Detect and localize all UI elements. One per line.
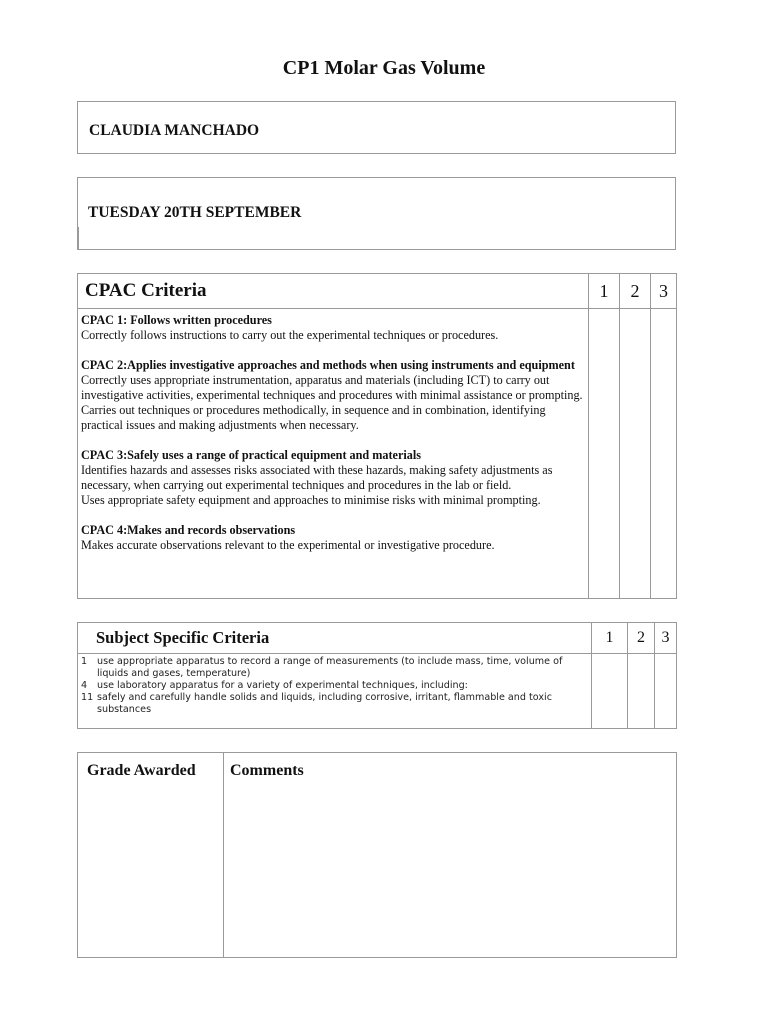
cpac-criteria-list: [78, 309, 589, 599]
criterion-title: CPAC 3:Safely uses a range of practical equipment and materials: [81, 448, 421, 462]
subject-criterion: [81, 680, 588, 692]
subject-header-row: [78, 623, 677, 654]
grade-comments-table: [77, 752, 677, 958]
subject-col-1: 1: [592, 623, 628, 654]
subject-criteria-table: [77, 622, 677, 729]
subject-criterion: [81, 692, 588, 716]
date-text: TUESDAY 20TH SEPTEMBER: [88, 204, 302, 221]
criterion-text: Uses appropriate safety equipment and approaches to minimise risks with minimal prompting.: [81, 493, 541, 507]
subject-score-cell-2[interactable]: [628, 654, 655, 729]
subject-heading: Subject Specific Criteria: [78, 623, 592, 654]
cpac-criterion: [81, 448, 584, 508]
criterion-text: use appropriate apparatus to record a range of measurements (to include mass, time, volume of liquids and gases, temperature): [97, 656, 563, 679]
criterion-text: safely and carefully handle solids and liquids, including corrosive, irritant, flammable and toxic substances: [97, 692, 552, 715]
page-title: CP1 Molar Gas Volume: [282, 57, 486, 79]
box-divider: [78, 227, 79, 249]
subject-body-row: [78, 654, 677, 729]
criterion-number: 1: [81, 656, 88, 667]
cpac-score-cell-3[interactable]: [651, 309, 677, 599]
criterion-number: 11: [81, 692, 94, 703]
cpac-criterion: [81, 313, 584, 343]
subject-score-cell-1[interactable]: [592, 654, 628, 729]
subject-criteria-list: [78, 654, 592, 729]
criterion-text: use laboratory apparatus for a variety of experimental techniques, including:: [97, 680, 468, 691]
grade-row: [78, 753, 677, 958]
cpac-criterion: [81, 523, 584, 553]
comments-cell[interactable]: Comments: [224, 753, 677, 958]
criterion-text: Identifies hazards and assesses risks associated with these hazards, making safety adjustments as necessary, when carrying out experimental techniques and procedures in the lab or field.: [81, 463, 553, 492]
cpac-score-cell-2[interactable]: [620, 309, 651, 599]
subject-col-2: 2: [628, 623, 655, 654]
cpac-body-row: [78, 309, 677, 599]
subject-score-cell-3[interactable]: [655, 654, 677, 729]
cpac-criteria-table: [77, 273, 677, 599]
cpac-header-row: [78, 274, 677, 309]
criterion-title: CPAC 2:Applies investigative approaches and methods when using instruments and equipment: [81, 358, 575, 372]
cpac-col-1: 1: [589, 274, 620, 309]
criterion-title: CPAC 4:Makes and records observations: [81, 523, 296, 537]
date-box: [77, 177, 676, 250]
criterion-text: Carries out techniques or procedures methodically, in sequence and in combination, identifying practical issues and making adjustments when necessary.: [81, 403, 546, 432]
subject-criterion: [81, 656, 588, 680]
cpac-criterion: [81, 358, 584, 433]
cpac-score-cell-1[interactable]: [589, 309, 620, 599]
criterion-text: Correctly follows instructions to carry out the experimental techniques or procedures.: [81, 328, 499, 342]
grade-awarded-cell[interactable]: Grade Awarded: [78, 753, 224, 958]
criterion-text: Makes accurate observations relevant to the experimental or investigative procedure.: [81, 538, 495, 552]
student-name: CLAUDIA MANCHADO: [89, 122, 260, 139]
cpac-heading: CPAC Criteria: [78, 274, 589, 309]
criterion-number: 4: [81, 680, 88, 691]
criterion-title: CPAC 1: Follows written procedures: [81, 313, 272, 327]
cpac-col-3: 3: [651, 274, 677, 309]
subject-col-3: 3: [655, 623, 677, 654]
cpac-col-2: 2: [620, 274, 651, 309]
criterion-text: Correctly uses appropriate instrumentation, apparatus and materials (including ICT) to carry out investigative activities, experimental techniques and procedures with minimal assistance or prompting.: [81, 373, 583, 402]
student-name-box: [77, 101, 676, 154]
